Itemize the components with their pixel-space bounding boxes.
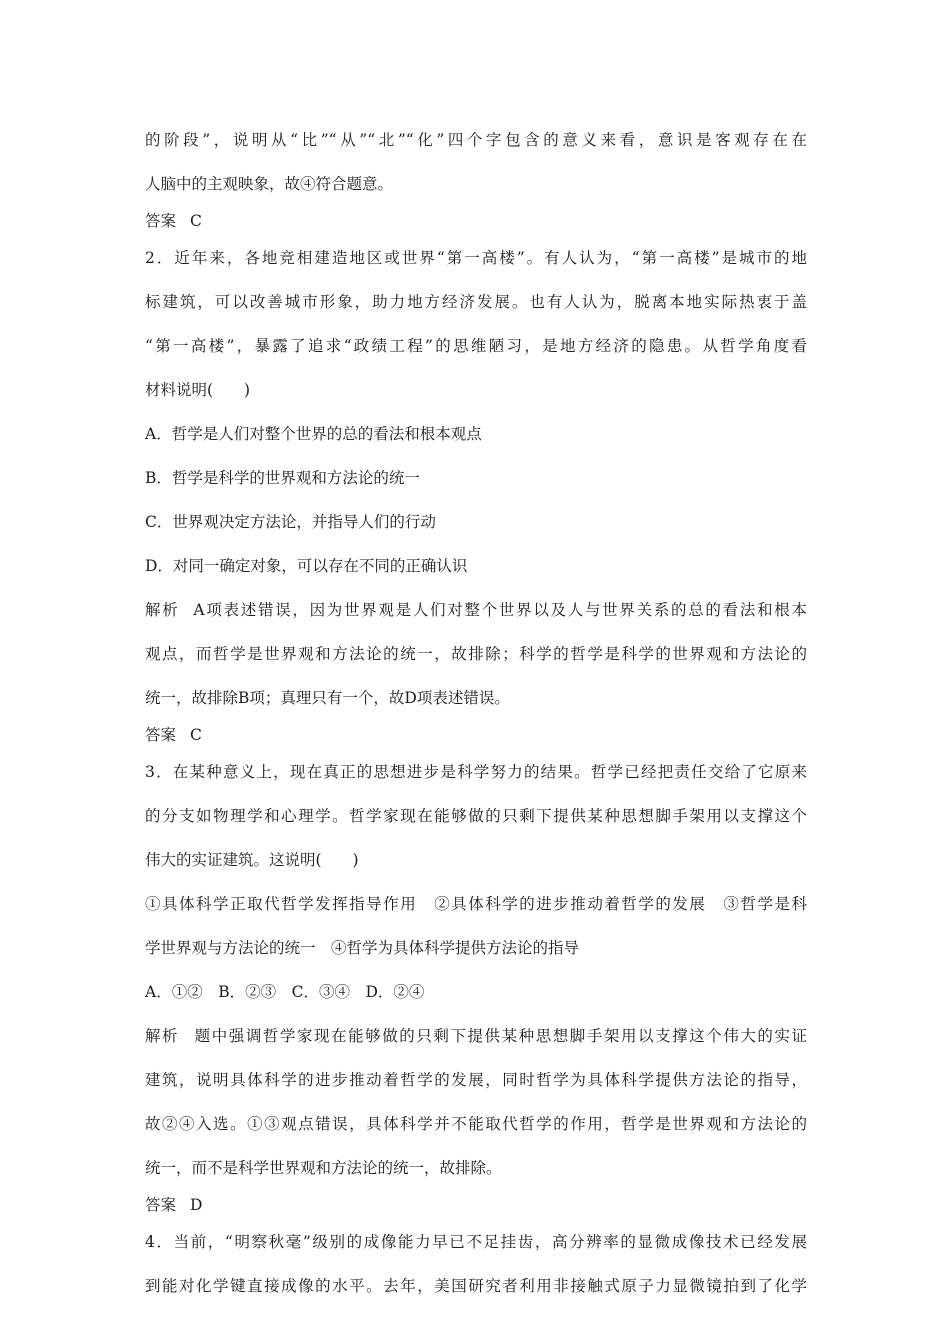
answer-value: D bbox=[190, 1196, 203, 1214]
q3-stem-line: 的分支如物理学和心理学。哲学家现在能够做的只剩下提供某种思想脚手架用以支撑这个 bbox=[145, 807, 807, 825]
analysis-label: 解析 bbox=[145, 1027, 180, 1045]
q3-options: A．①② B．②③ C．③④ D．②④ bbox=[145, 983, 425, 1001]
q2-stem-line: 2．近年来，各地竞相建造地区或世界“第一高楼”。有人认为，“第一高楼”是城市的地 bbox=[145, 249, 807, 267]
document-page bbox=[145, 118, 807, 1308]
q2-option-c: C．世界观决定方法论，并指导人们的行动 bbox=[145, 513, 436, 531]
q3-statement-line: ①具体科学正取代哲学发挥指导作用 ②具体科学的进步推动着哲学的发展 ③哲学是科 bbox=[145, 895, 807, 913]
q3-analysis-line: 建筑，说明具体科学的进步推动着哲学的发展，同时哲学为具体科学提供方法论的指导， bbox=[145, 1071, 807, 1089]
answer-value: C bbox=[190, 212, 202, 230]
q2-analysis-line: 统一，故排除B项；真理只有一个，故D项表述错误。 bbox=[145, 689, 510, 707]
q2-analysis-line bbox=[145, 588, 807, 632]
q2-answer bbox=[145, 720, 807, 750]
q4-stem-line: 到能对化学键直接成像的水平。去年，美国研究者利用非接触式原子力显微镜拍到了化学 bbox=[145, 1277, 807, 1295]
answer-label: 答案 bbox=[145, 1196, 177, 1214]
q3-stem-line: 3．在某种意义上，现在真正的思想进步是科学努力的结果。哲学已经把责任交给了它原来 bbox=[145, 763, 807, 781]
q1-text-line: 人脑中的主观映象，故④符合题意。 bbox=[145, 175, 394, 193]
analysis-text: A项表述错误，因为世界观是人们对整个世界以及人与世界关系的总的看法和根本 bbox=[193, 601, 807, 619]
q1-answer bbox=[145, 206, 807, 236]
q3-stem-line: 伟大的实证建筑。这说明( ) bbox=[145, 851, 359, 869]
q3-statement-line: 学世界观与方法论的统一 ④哲学为具体科学提供方法论的指导 bbox=[145, 939, 580, 957]
q3-analysis-line: 故②④入选。①③观点错误，具体科学并不能取代哲学的作用，哲学是世界观和方法论的 bbox=[145, 1115, 807, 1133]
q3-answer bbox=[145, 1190, 807, 1220]
q2-stem-line: 标建筑，可以改善城市形象，助力地方经济发展。也有人认为，脱离本地实际热衷于盖 bbox=[145, 293, 807, 311]
q2-stem-line: 材料说明( ) bbox=[145, 381, 251, 399]
answer-label: 答案 bbox=[145, 212, 177, 230]
q2-option-b: B．哲学是科学的世界观和方法论的统一 bbox=[145, 469, 420, 487]
q2-analysis-line: 观点，而哲学是世界观和方法论的统一，故排除；科学的哲学是科学的世界观和方法论的 bbox=[145, 645, 807, 663]
analysis-label: 解析 bbox=[145, 601, 180, 619]
q2-option-d: D．对同一确定对象，可以存在不同的正确认识 bbox=[145, 557, 468, 575]
q3-analysis-line bbox=[145, 1014, 807, 1058]
answer-value: C bbox=[190, 726, 202, 744]
analysis-text: 题中强调哲学家现在能够做的只剩下提供某种思想脚手架用以支撑这个伟大的实证 bbox=[193, 1027, 807, 1045]
q2-stem-line: “第一高楼”，暴露了追求“政绩工程”的思维陋习，是地方经济的隐患。从哲学角度看 bbox=[145, 337, 807, 355]
q3-analysis-line: 统一，而不是科学世界观和方法论的统一，故排除。 bbox=[145, 1159, 502, 1177]
q1-text-line: 的阶段”，说明从“比”“从”“北”“化”四个字包含的意义来看，意识是客观存在在 bbox=[145, 131, 807, 149]
q2-option-a: A．哲学是人们对整个世界的总的看法和根本观点 bbox=[145, 425, 482, 443]
answer-label: 答案 bbox=[145, 726, 177, 744]
q4-stem-line: 4．当前，“明察秋毫”级别的成像能力早已不足挂齿，高分辨率的显微成像技术已经发展 bbox=[145, 1233, 807, 1251]
